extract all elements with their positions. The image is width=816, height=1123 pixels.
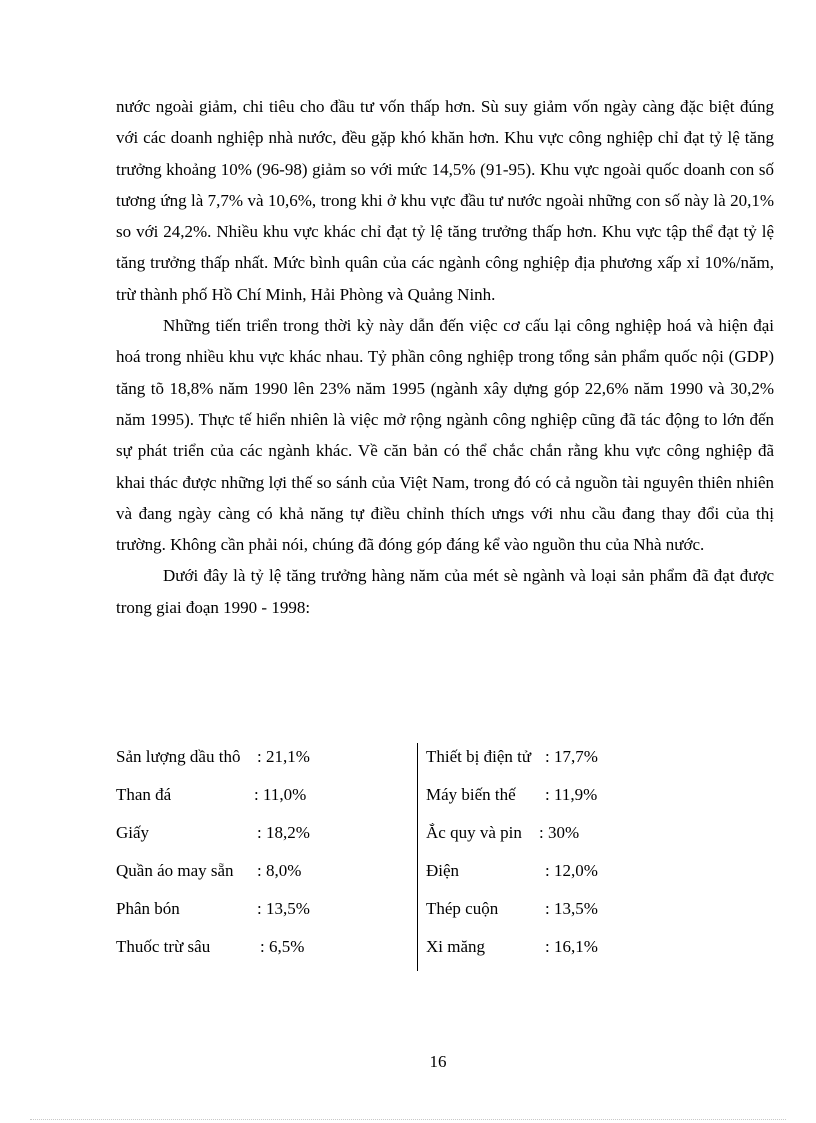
stat-name: Ắc quy và pin bbox=[426, 823, 522, 842]
stat-value: : 13,5% bbox=[257, 899, 310, 918]
paragraph-2: Những tiến triển trong thời kỳ này dẫn đến việc cơ cấu lại công nghiệp hoá và hiện đại hoá trong nhiều khu vực khác nhau. Tỷ phần công nghiệp trong tổng sản phẩm quốc nội (GDP) tăng tõ 18,8% năm 1990 lên 23% năm 1995 (ngành xây dựng góp 22,6% năm 1990 và 30,2% năm 1995). Thực tế hiển nhiên là việc mở rộng ngành công nghiệp cũng đã tác động to lớn đến sự phát triển của các ngành khác. Về căn bản có thể chắc chắn rằng khu vực công nghiệp đã khai thác được những lợi thế so sánh của Việt Nam, trong đó có cả nguồn tài nguyên thiên nhiên và đang ngày càng có khả năng tự điều chỉnh thích ưngs với nhu cầu đang thay đổi của thị trường. Không cần phải nói, chúng đã đóng góp đáng kể vào nguồn thu của Nhà nước. bbox=[116, 316, 774, 555]
stat-name: Thiết bị điện tử bbox=[426, 747, 532, 766]
stat-value: : 11,0% bbox=[254, 785, 307, 804]
stat-name: Điện bbox=[426, 861, 460, 880]
page-number: 16 bbox=[429, 1052, 447, 1071]
stat-name: Quần áo may sẵn bbox=[116, 861, 234, 880]
stat-value: : 11,9% bbox=[545, 785, 598, 804]
stat-value: : 12,0% bbox=[545, 861, 598, 880]
footer-dotted-rule bbox=[30, 1119, 786, 1120]
stat-name: Than đá bbox=[116, 785, 172, 804]
growth-rate-list bbox=[116, 743, 636, 971]
body-text bbox=[116, 91, 774, 623]
stat-value: : 8,0% bbox=[257, 861, 302, 880]
stat-name: Sản lượng dầu thô bbox=[116, 747, 241, 766]
paragraph-1: nước ngoài giảm, chi tiêu cho đầu tư vốn thấp hơn. Sù suy giảm vốn ngày càng đặc biệt đúng với các doanh nghiệp nhà nước, đều gặp khó khăn hơn. Khu vực công nghiệp chỉ đạt tỷ lệ tăng trưởng khoảng 10% (96-98) giảm so với mức 14,5% (91-95). Khu vực ngoài quốc doanh con số tương ứng là 7,7% và 10,6%, trong khi ở khu vực đầu tư nước ngoài những con số này là 20,1% so với 24,2%. Nhiều khu vực khác chỉ đạt tỷ lệ tăng trưởng thấp hơn. Khu vực tập thể đạt tỷ lệ tăng trưởng thấp nhất. Mức bình quân của các ngành công nghiệp địa phương xấp xỉ 10%/năm, trừ thành phố Hồ Chí Minh, Hải Phòng và Quảng Ninh. bbox=[116, 97, 774, 304]
stat-name: Máy biến thế bbox=[426, 785, 516, 804]
stat-name: Thép cuộn bbox=[426, 899, 499, 918]
stat-name: Xi măng bbox=[426, 937, 486, 956]
stat-value: : 16,1% bbox=[545, 937, 598, 956]
column-divider bbox=[417, 743, 418, 971]
stat-value: : 13,5% bbox=[545, 899, 598, 918]
stat-name: Thuốc trừ sâu bbox=[116, 937, 211, 956]
stat-value: : 21,1% bbox=[257, 747, 310, 766]
stat-name: Phân bón bbox=[116, 899, 180, 918]
stat-value: : 17,7% bbox=[545, 747, 598, 766]
stat-value: : 30% bbox=[539, 823, 580, 842]
stat-name: Giấy bbox=[116, 823, 150, 842]
paragraph-3: Dưới đây là tỷ lệ tăng trưởng hàng năm của mét sè ngành và loại sản phẩm đã đạt được trong giai đoạn 1990 - 1998: bbox=[116, 566, 774, 617]
stat-value: : 6,5% bbox=[260, 937, 305, 956]
stat-value: : 18,2% bbox=[257, 823, 310, 842]
